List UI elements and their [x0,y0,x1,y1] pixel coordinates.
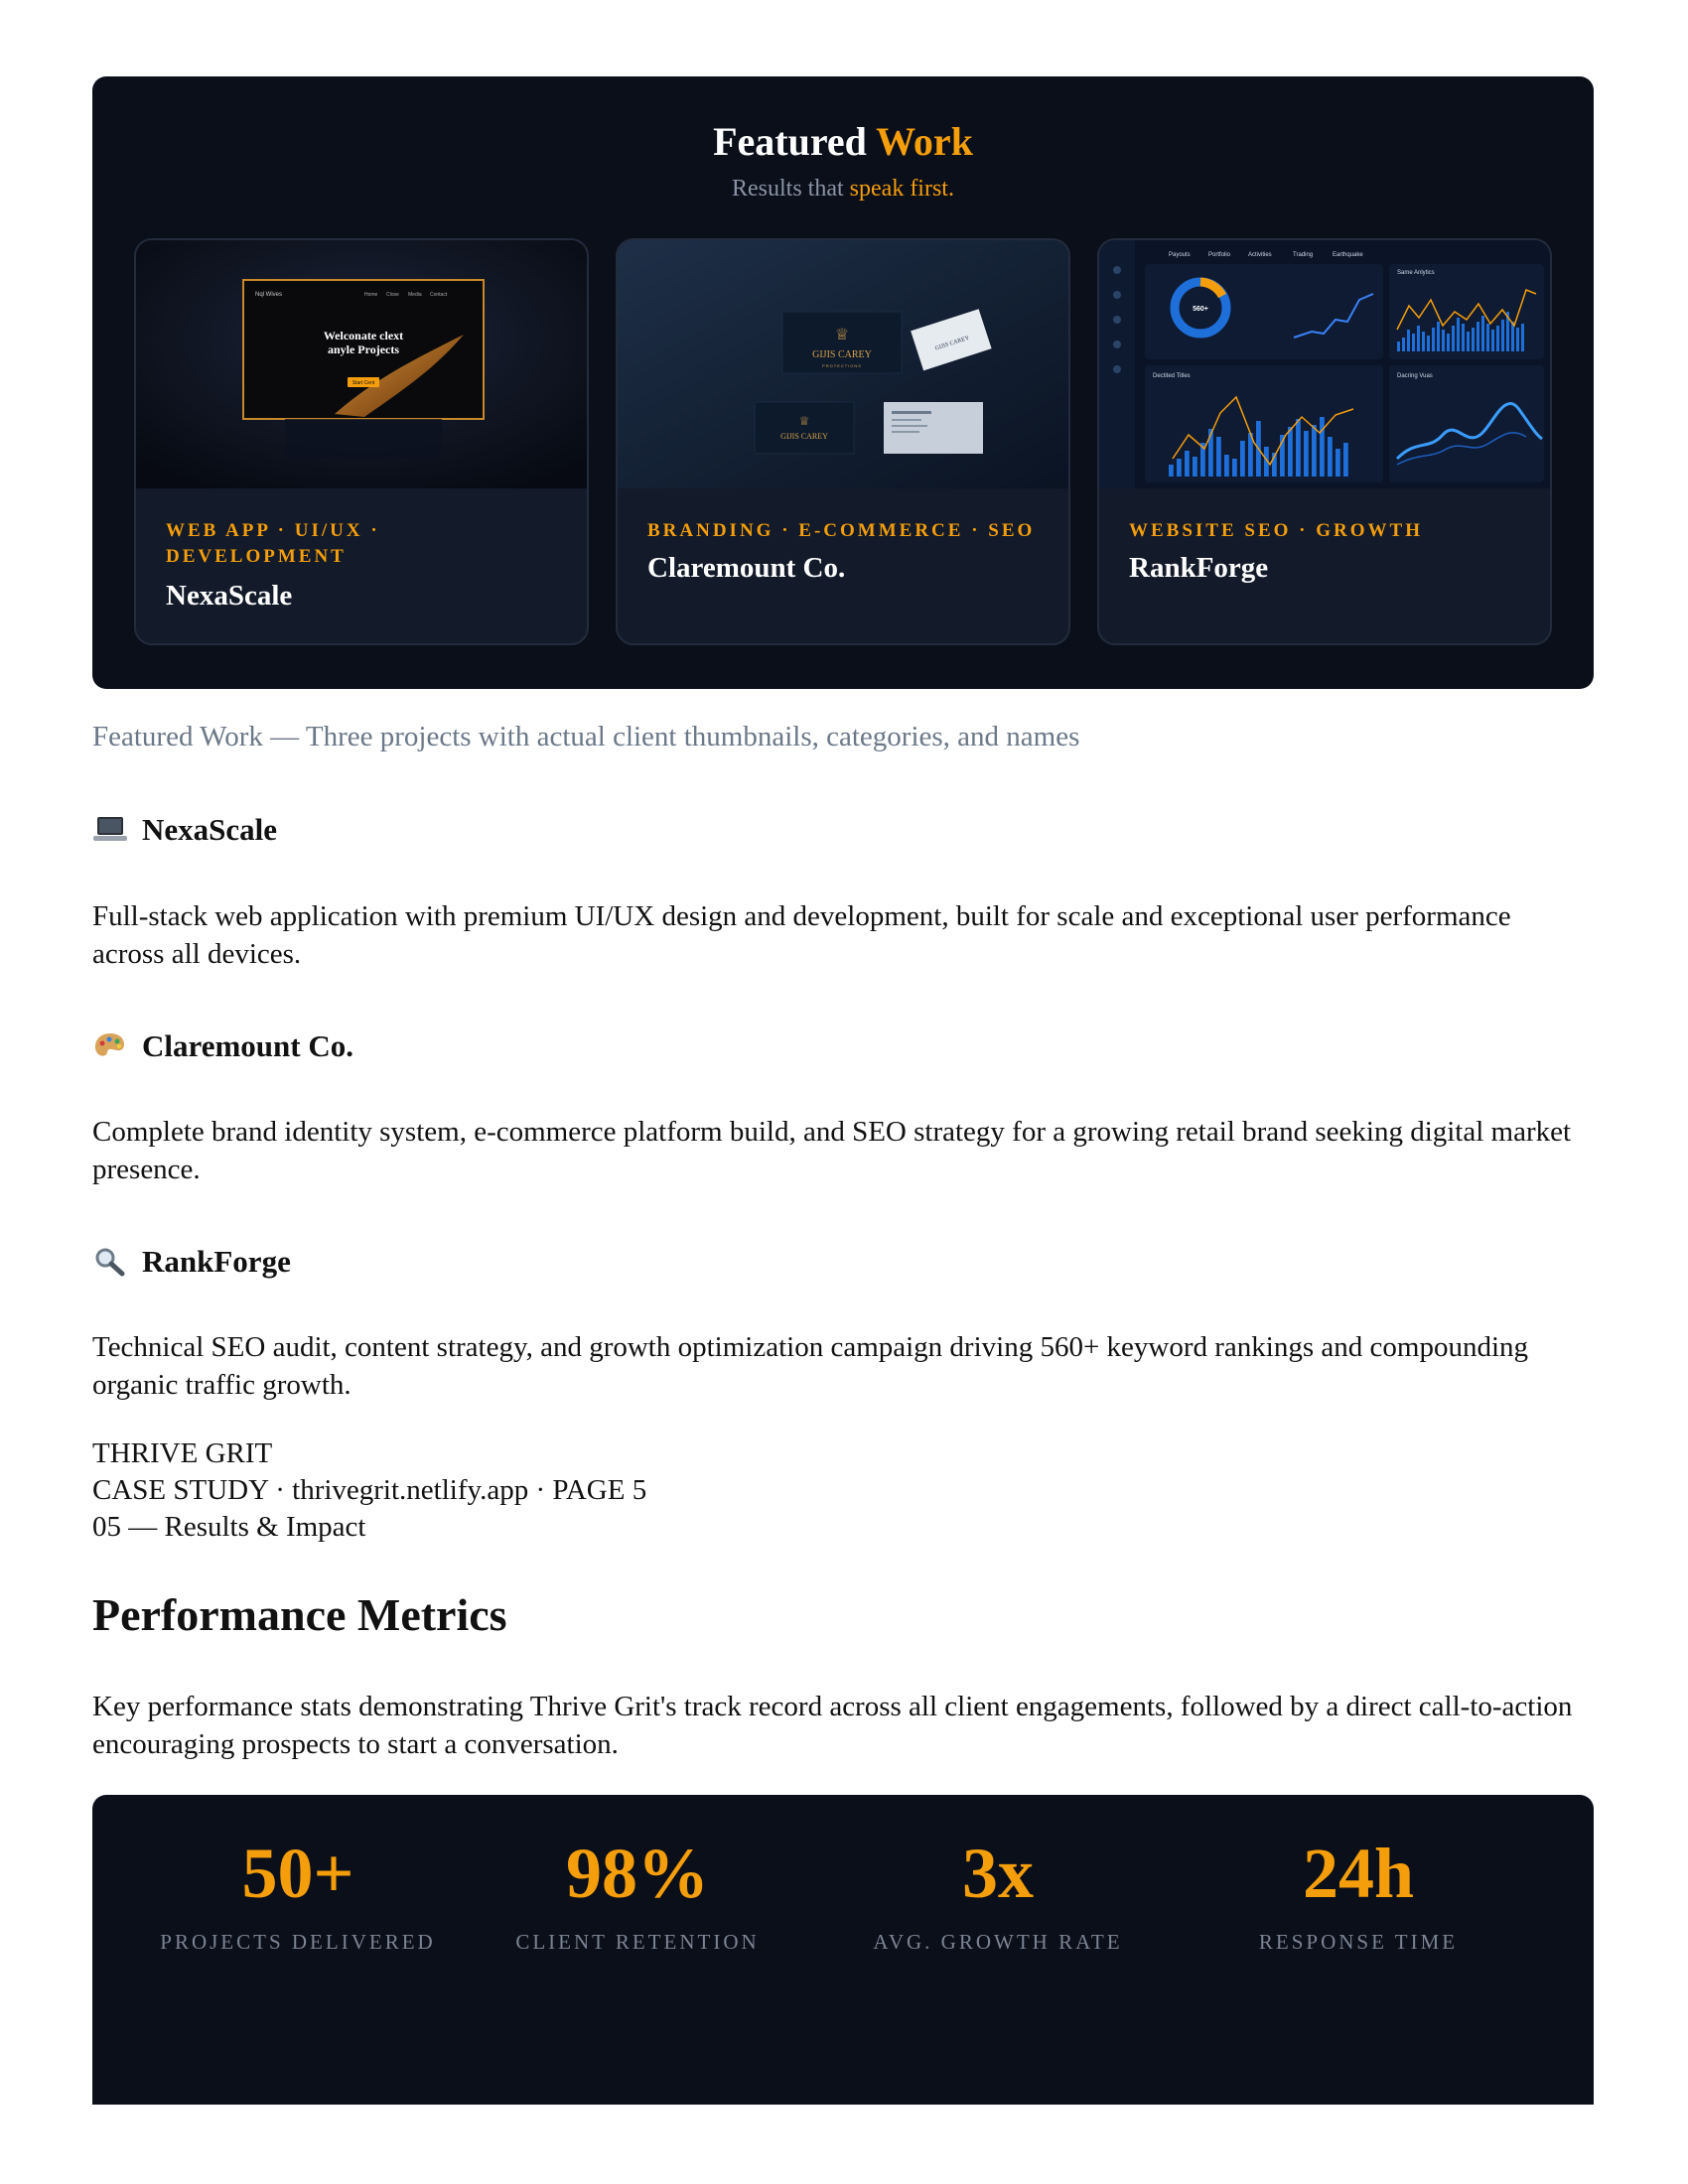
project-heading-nexascale: NexaScale [92,812,277,848]
svg-text:♕: ♕ [798,414,810,428]
metric-value: 50+ [241,1834,354,1913]
svg-text:Close: Close [386,292,399,298]
metric-value: 98% [566,1834,709,1913]
project-heading-rankforge: RankForge [92,1244,291,1280]
metrics-panel [92,1795,1594,2105]
figure-caption: Featured Work — Three projects with actual client thumbnails, categories, and names [92,721,1080,752]
metric-label: RESPONSE TIME [1258,1930,1459,1954]
card-category: WEBSITE SEO · GROWTH [1129,520,1423,541]
svg-text:Activities: Activities [1248,252,1272,258]
svg-text:Payouts: Payouts [1169,252,1191,258]
svg-text:GIJIS CAREY: GIJIS CAREY [812,349,872,360]
featured-subtitle: Results that speak first. [732,176,954,202]
svg-text:Start Cent: Start Cent [352,380,375,386]
card-category: BRANDING · E-COMMERCE · SEO [647,520,1036,541]
metric-label: CLIENT RETENTION [515,1930,760,1954]
project-card-nexascale[interactable] [134,238,589,645]
nexascale-thumbnail [136,240,587,488]
project-body-rankforge: Technical SEO audit, content strategy, and growth optimization campaign driving 560+ keyword rankings and compounding organic traffic growth. [92,1331,1529,1401]
card-name: Claremount Co. [647,552,846,584]
palette-icon [92,1030,128,1062]
section-label: 05 — Results & Impact [92,1511,366,1543]
svg-text:Contact: Contact [430,292,448,298]
project-card-claremount[interactable] [616,238,1070,645]
magnifier-icon [92,1246,128,1278]
svg-text:♕: ♕ [834,327,850,343]
brand-name: THRIVE GRIT [92,1437,273,1469]
card-name: NexaScale [166,580,293,612]
svg-text:Media: Media [408,292,422,298]
metric-projects-delivered [134,1831,462,1955]
metric-value: 3x [962,1834,1034,1913]
svg-text:Earthquake: Earthquake [1333,252,1363,258]
metric-client-retention [474,1831,801,1955]
svg-text:Portfolio: Portfolio [1208,252,1231,258]
laptop-icon [92,814,128,846]
svg-text:Trading: Trading [1293,252,1314,258]
svg-text:Welconate clext: Welconate clext [323,329,404,342]
featured-work-panel [92,76,1594,689]
svg-text:GIJIS CAREY: GIJIS CAREY [934,335,971,352]
svg-text:Same Anlytics: Same Anlytics [1397,270,1435,276]
claremount-thumbnail [618,240,1068,488]
svg-text:560+: 560+ [1193,306,1208,313]
project-body-claremount: Complete brand identity system, e-commerce platform build, and SEO strategy for a growing retail brand seeking digital market presence. [92,1116,1572,1185]
svg-text:anyle Projects: anyle Projects [327,342,400,356]
card-category: WEB APP · UI/UX · DEVELOPMENT [166,520,380,567]
svg-text:Dectited Titles: Dectited Titles [1153,373,1191,379]
rankforge-thumbnail [1099,240,1550,488]
metric-label: AVG. GROWTH RATE [873,1930,1123,1954]
page-title: Performance Metrics [92,1589,507,1640]
metric-value: 24h [1302,1834,1415,1913]
svg-text:PROTECTIONS: PROTECTIONS [822,363,862,368]
metric-growth-rate [834,1831,1162,1955]
case-study-line: CASE STUDY · thrivegrit.netlify.app · PAGE 5 [92,1474,647,1506]
project-card-rankforge[interactable] [1097,238,1552,645]
svg-text:Nql Wives: Nql Wives [255,292,283,298]
featured-title: Featured Work [713,119,973,164]
svg-text:Dacring Vuas: Dacring Vuas [1397,373,1433,379]
card-name: RankForge [1129,552,1269,584]
svg-text:Home: Home [364,292,378,298]
project-body-nexascale: Full-stack web application with premium UI/UX design and development, built for scale and exceptional user performance across all devices. [92,900,1511,970]
performance-description: Key performance stats demonstrating Thrive Grit's track record across all client engagements, followed by a direct call-to-action encouraging prospects to start a conversation. [92,1691,1573,1760]
project-heading-claremount: Claremount Co. [92,1028,353,1064]
metric-label: PROJECTS DELIVERED [160,1930,436,1954]
svg-text:GIJIS CAREY: GIJIS CAREY [780,432,828,441]
metric-response-time [1195,1831,1522,1955]
